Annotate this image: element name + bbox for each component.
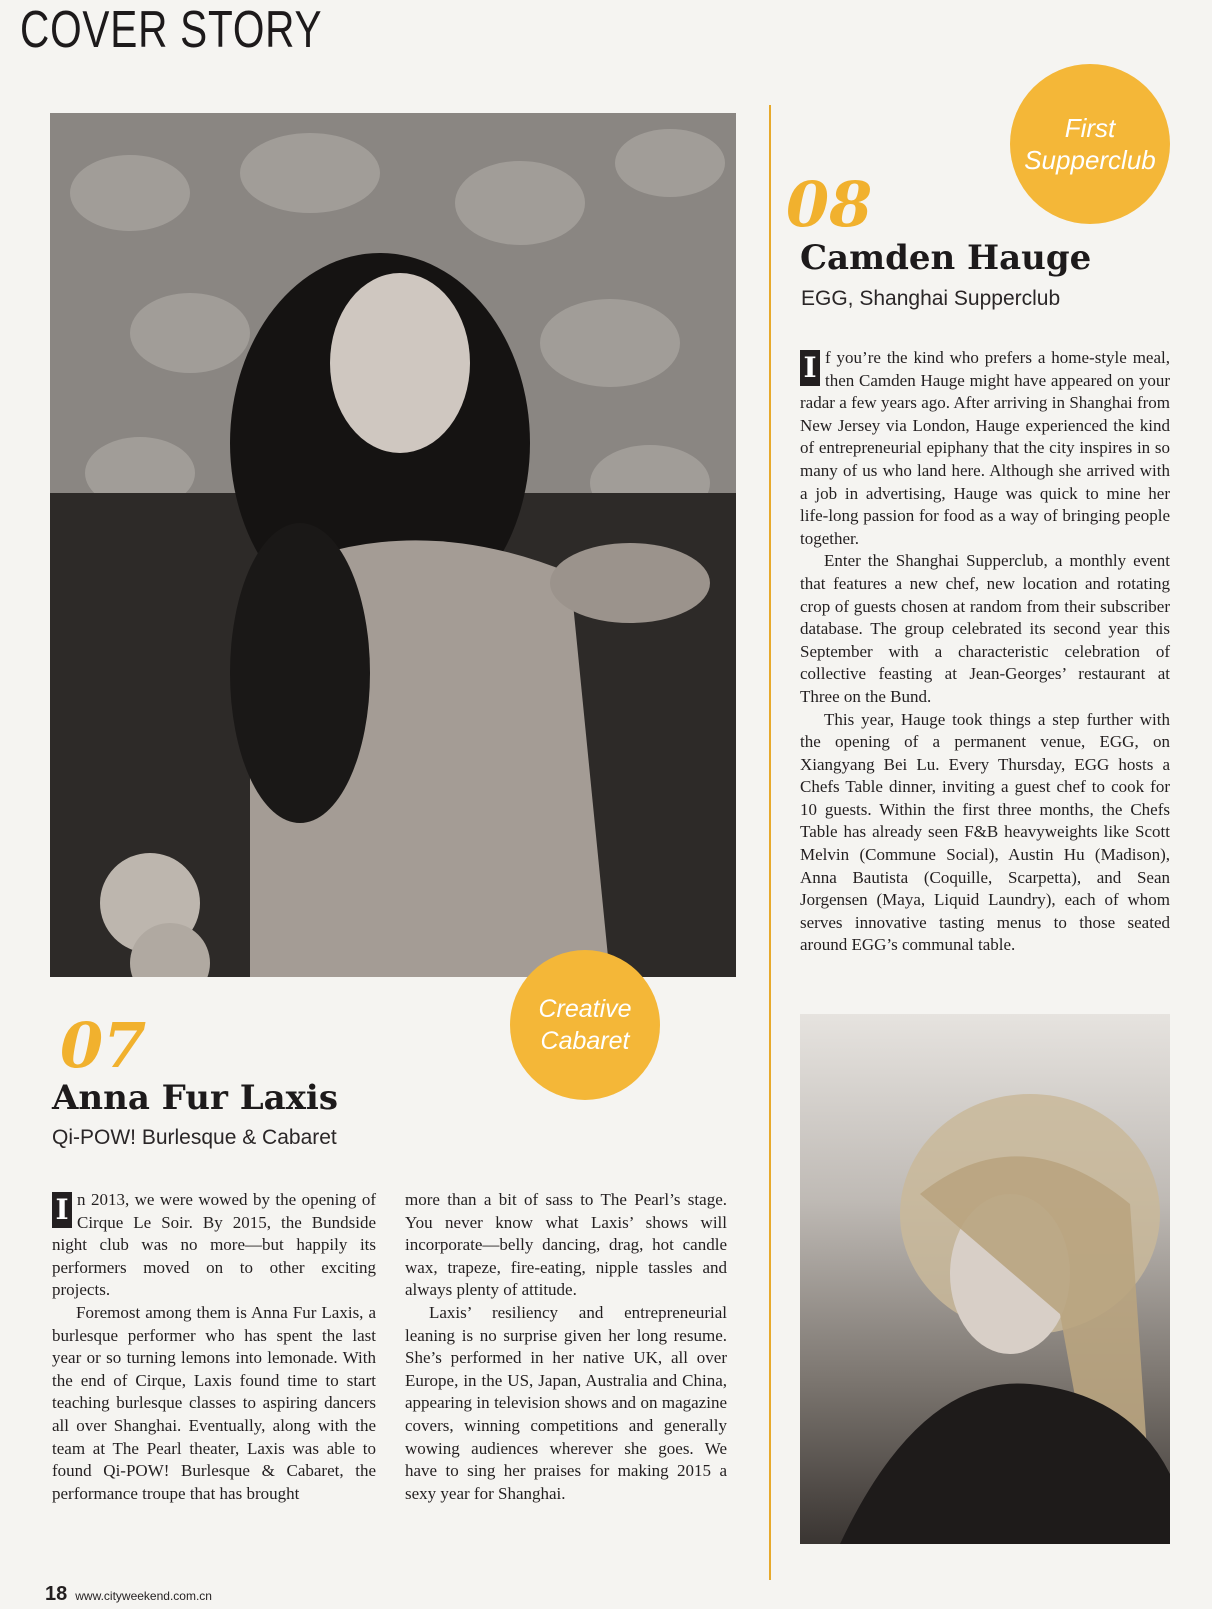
drop-cap: I — [52, 1192, 72, 1228]
footer-url[interactable]: www.cityweekend.com.cn — [75, 1589, 212, 1603]
camden-paragraph-3: This year, Hauge took things a step further with the opening of a permanent venue, EGG, on Xiangyang Bei Lu. Every Thursday, EGG hosts a Chefs Table dinner, inviting a guest chef to cook for 10 guests. Within the first three months, the Chefs Table has already seen F&B heavyweights like Scott Melvin (Commune Social), Austin Hu (Madison), Anna Bautista (Coquille, Scarpetta), and Sean Jorgensen (Maya, Liquid Laundry), each of whom serves innovative tasting menus to those seated around EGG’s communal table. — [800, 709, 1170, 955]
badge-line-1: First — [1064, 113, 1116, 143]
drop-cap: I — [800, 350, 820, 386]
anna-article-col-2 — [405, 1189, 727, 1505]
profile-number-08: 08 — [786, 168, 873, 241]
profile-number-07: 07 — [60, 1009, 147, 1082]
anna-portrait-graphic — [50, 113, 736, 977]
camden-paragraph-1: f you’re the kind who prefers a home-style meal, then Camden Hauge might have appeared on your radar a few years ago. After arriving in Shanghai from New Jersey via London, Hauge experienced the kind of entrepreneurial epiphany that the city inspires in so many of us who land here. Although she arrived with a job in advertising, Hauge was quick to mine her life-long passion for food as a way of bringing people together. — [800, 348, 1170, 548]
profile-name-camden: Camden Hauge — [800, 238, 1092, 278]
anna-article-col-1 — [52, 1189, 376, 1505]
camden-photo — [800, 1014, 1170, 1544]
profile-subtitle-camden: EGG, Shanghai Supperclub — [801, 287, 1061, 310]
profile-name-anna: Anna Fur Laxis — [52, 1078, 338, 1118]
profile-subtitle-anna: Qi-POW! Burlesque & Cabaret — [52, 1126, 337, 1149]
anna-paragraph-3: more than a bit of sass to The Pearl’s stage. You never know what Laxis’ shows will incorporate—belly dancing, drag, hot candle wax, trapeze, fire-eating, nipple tassles and always plenty of attitude. — [405, 1190, 727, 1300]
anna-paragraph-1: n 2013, we were wowed by the opening of Cirque Le Soir. By 2015, the Bundside night club was no more—but happily its performers moved on to other exciting projects. — [52, 1190, 376, 1300]
anna-paragraph-4: Laxis’ resiliency and entrepreneurial leaning is no surprise given her long resume. She’s performed in her native UK, all over Europe, in the US, Japan, Australia and China, appearing in television shows and on magazine covers, winning competitions and generally wowing audiences wherever she goes. We have to sing her praises for making 2015 a sexy year for Shanghai. — [405, 1302, 727, 1503]
camden-portrait-graphic — [800, 1014, 1170, 1544]
badge-line-2: Cabaret — [540, 1027, 630, 1055]
section-label: COVER STORY — [20, 1, 323, 59]
badge-line-2: Supperclub — [1024, 145, 1156, 175]
anna-photo — [50, 113, 736, 977]
first-supperclub-badge — [1010, 64, 1170, 224]
camden-paragraph-2: Enter the Shanghai Supperclub, a monthly event that features a new chef, new location and rotating crop of guests chosen at random from their subscriber database. The group celebrated its second year this September with a characteristic celebration of collective feasting at Jean-Georges’ restaurant at Three on the Bund. — [800, 551, 1170, 706]
page-footer — [45, 1583, 212, 1606]
camden-article-body — [800, 347, 1170, 957]
creative-cabaret-badge — [510, 950, 660, 1100]
badge-line-1: Creative — [538, 995, 632, 1023]
page-number: 18 — [45, 1583, 68, 1605]
anna-paragraph-2: Foremost among them is Anna Fur Laxis, a burlesque performer who has spent the last year or so turning lemons into lemonade. With the end of Cirque, Laxis found time to start teaching burlesque classes to aspiring dancers all over Shanghai. Eventually, along with the team at The Pearl theater, Laxis was able to found Qi-POW! Burlesque & Cabaret, the performance troupe that has brought — [52, 1302, 376, 1503]
column-divider — [769, 105, 771, 1580]
